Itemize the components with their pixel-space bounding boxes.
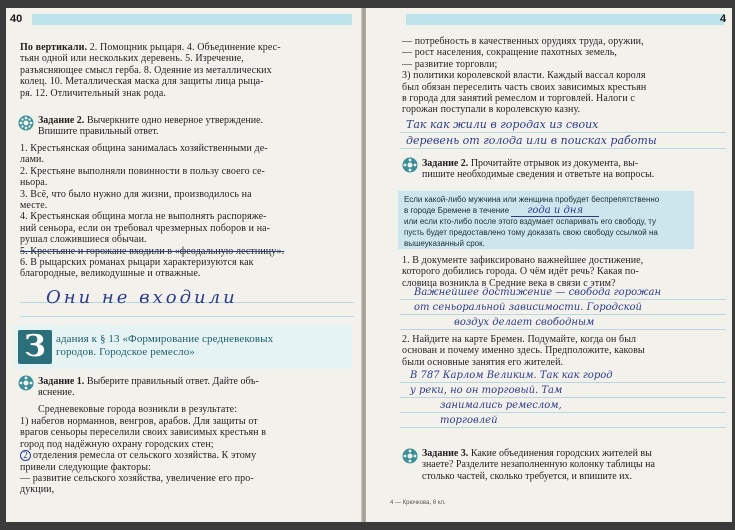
task-title: Задание 2. [38,115,85,126]
section-dropcap: З [18,330,52,364]
quote-line: Если какой-либо мужчина или женщина пробудет беспрепятственно [404,195,660,204]
continuation-text [402,36,728,116]
handwritten-line: занимались ремеслом, [440,400,562,411]
list-item: 4. Крестьянская община могла не выполнять распоряже- [20,211,267,223]
option-line: отделения ремесла от сельского хозяйства. К этому [33,450,257,462]
task-title: Задание 1. [38,376,85,387]
text-line: колец. 10. Металлическая маска для защиты лица рыца- [20,76,264,88]
handwritten-answer-2 [414,285,726,330]
option-line: дукции, [20,484,55,496]
task-flower-icon [18,375,34,391]
task-text: яснение. [38,387,75,399]
task-text: Впишите правильный ответ. [38,126,159,138]
text-line: были основные занятия его жителей. [402,356,564,368]
handwritten-answer: Они не входили [46,287,238,308]
question-2 [402,334,728,368]
task2-heading [38,115,356,138]
page-number: 4 [720,13,727,25]
task1-options [20,416,358,496]
text-line: — потребность в качественных орудиях труда, оружии, [402,36,644,47]
handwritten-line: Так как жили в городах из своих [406,118,599,131]
text-line: которого добились города. О чём идёт речь? Какая по- [402,266,639,278]
task-flower-icon [402,157,418,173]
handwritten-line: торговлей [440,415,498,426]
section-title [56,333,352,359]
vertical-lead: По вертикали. [20,42,88,53]
task-text: Вычеркните одно неверное утверждение. [86,115,264,126]
option-line: — развитие сельского хозяйства, увеличение его про- [20,473,254,485]
list-item: месте. [20,200,48,212]
list-item: благородные, великодушные и отважные. [20,268,201,280]
list-item: 1. Крестьянская община занималась хозяйственными де- [20,143,268,154]
task-text: столько частей, сколько требуется, и впишите их. [422,470,633,482]
text-line: основан и почему именно здесь. Предположите, каковы [402,345,645,357]
list-item: 3. Всё, что было нужно для жизни, производилось на [20,188,252,200]
page-number: 40 [10,13,23,25]
page-footer: 4 — Крючкова, 6 кл. [390,500,446,506]
header-band [32,14,352,25]
task-title: Задание 3. [422,448,469,459]
task3-heading [422,448,728,482]
handwritten-line: деревень от голода или в поисках работы [406,134,657,147]
text-line: ря. 12. Отличительный знак рода. [20,87,166,99]
task-text: Какие объединения городских жителей вы [470,448,652,459]
task-flower-icon [402,448,418,464]
text-line: 3) политики королевской власти. Каждый вассал короля [402,70,646,82]
task1-heading [38,376,356,399]
header-band [406,13,727,25]
text-line: 2. Помощник рыцаря. 4. Объединение крес- [89,42,281,53]
right-page [366,8,732,522]
handwritten-fill: года и дня [511,205,599,217]
handwritten-line: у реки, но он торговый. Там [410,385,563,396]
quote-line: или если кто-либо после этого вздумает оспаривать его свободу, ту [404,217,657,226]
section-title-line: адания к § 13 «Формирование средневековых [56,333,274,345]
task1-stem: Средневековые города возникли в результате: [38,404,238,415]
answer-line [20,316,354,317]
option-line: 1) набегов норманнов, венгров, арабов. Для защиты от [20,416,258,427]
task-text: знаете? Разделите незаполненную колонку таблицы на [422,459,655,471]
list-item: ний сеньора, если он требовал чрезмерных поборов и на- [20,222,271,234]
task2-heading [422,158,728,181]
quote-line: пусть будет предоставлено тому доказать свою свободу ссылкой на [404,228,658,237]
list-item: лами. [20,154,45,166]
task-text: Выберите правильный ответ. Дайте объ- [86,376,259,387]
text-line: разъясняющее смысл герба. 8. Одеяние из металлических [20,64,272,76]
task-text: Прочитайте отрывок из документа, вы- [470,158,639,169]
handwritten-line: воздух делает свободным [454,317,595,328]
statements-list [20,143,358,280]
list-item: 6. В рыцарских романах рыцари характеризуются как [20,257,254,269]
option-line: город под надёжную охрану городских стен; [20,438,214,450]
section-title-line: городов. Городское ремесло» [56,346,195,358]
text-line: словица возникла в Средние века в связи с этим? [402,277,616,289]
circled-answer-mark: 2 [20,450,31,461]
text-line: горожан поступали в королевскую казну. [402,104,581,116]
task-title: Задание 2. [422,158,469,169]
handwritten-answer-1 [406,117,732,149]
left-page [6,8,362,522]
list-item: 2. Крестьяне выполняли повинности в пользу своего се- [20,165,265,177]
option-line: привели следующие факторы: [20,461,151,473]
crossword-vertical [20,42,356,99]
task-text: пишите необходимые сведения и ответьте на вопросы. [422,169,655,181]
text-line: в города для занятий ремеслом и торговлей. Налоги с [402,93,635,105]
text-line: 2. Найдите на карте Бремен. Подумайте, когда он был [402,334,637,345]
text-line: 1. В документе зафиксировано важнейшее достижение, [402,255,644,266]
option-line: врагов сеньоры переселили своих зависимых крестьян в [20,427,267,439]
list-item: 5. Крестьяне и горожане входили в «феодальную лестницу». [20,245,285,257]
text-line: — развитие торговли; [402,58,498,70]
text-line: тьян одной или нескольких деревень. 5. Изречение, [20,53,244,65]
quote-line: вышеуказанный срок. [404,239,485,248]
text-line: — рост населения, сокращение пахотных земель, [402,47,618,59]
quote-line: в городе Бремене в течение [404,206,510,215]
task-flower-icon [18,115,34,131]
handwritten-answer-3 [410,368,728,428]
list-item: ньора. [20,177,48,189]
document-excerpt [398,191,694,249]
handwritten-line: от сеньоральной зависимости. Городской [414,302,642,313]
handwritten-line: В 787 Карлом Великим. Так как город [410,370,613,381]
list-item: рушал сложившиеся обычаи. [20,234,147,246]
text-line: был обязан переселить часть своих зависимых крестьян [402,81,647,93]
handwritten-line: Важнейшее достижение — свобода горожан [414,287,662,298]
